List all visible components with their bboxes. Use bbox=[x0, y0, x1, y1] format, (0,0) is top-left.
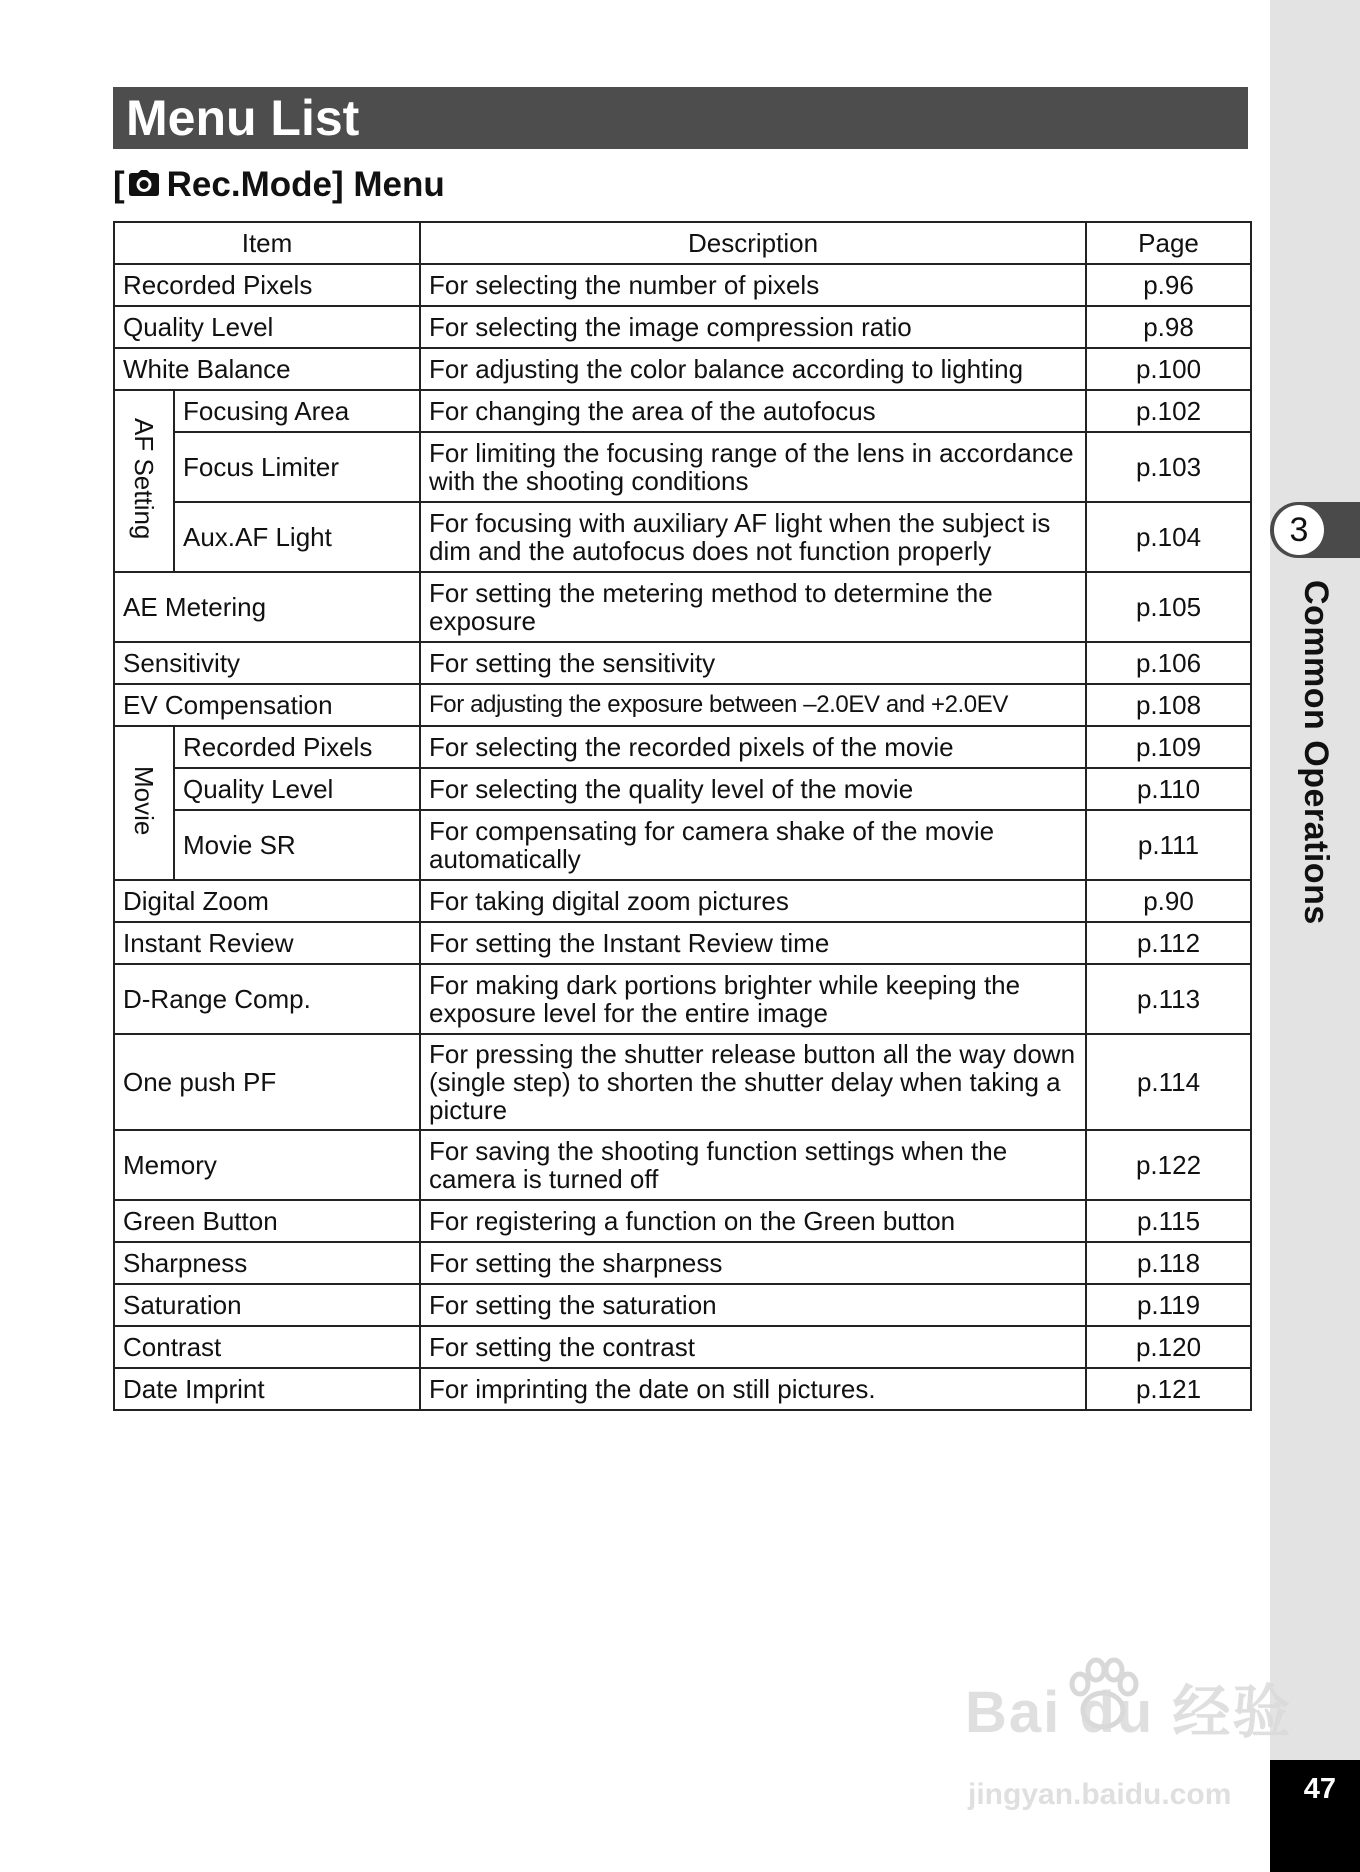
chapter-title: Common Operations bbox=[1297, 580, 1335, 925]
item-cell: Sharpness bbox=[114, 1242, 420, 1284]
table-row bbox=[114, 432, 1251, 502]
chapter-number: 3 bbox=[1274, 505, 1324, 555]
item-cell: Aux.AF Light bbox=[174, 502, 420, 572]
page-ref-cell: p.111 bbox=[1086, 810, 1251, 880]
description-cell: For changing the area of the autofocus bbox=[420, 390, 1086, 432]
table-row bbox=[114, 1130, 1251, 1200]
page-ref-cell: p.98 bbox=[1086, 306, 1251, 348]
page-ref-cell: p.115 bbox=[1086, 1200, 1251, 1242]
section-bracket: [ bbox=[113, 165, 125, 204]
description-cell: For saving the shooting function settings when the camera is turned off bbox=[420, 1130, 1086, 1200]
table-row bbox=[114, 768, 1251, 810]
item-cell: One push PF bbox=[114, 1034, 420, 1130]
table-row bbox=[114, 964, 1251, 1034]
item-cell: White Balance bbox=[114, 348, 420, 390]
page-ref-cell: p.104 bbox=[1086, 502, 1251, 572]
page-ref-cell: p.100 bbox=[1086, 348, 1251, 390]
item-cell: Contrast bbox=[114, 1326, 420, 1368]
description-cell: For adjusting the color balance according to lighting bbox=[420, 348, 1086, 390]
page-ref-cell: p.121 bbox=[1086, 1368, 1251, 1410]
item-cell: Memory bbox=[114, 1130, 420, 1200]
page-ref-cell: p.119 bbox=[1086, 1284, 1251, 1326]
table-row bbox=[114, 684, 1251, 726]
item-cell: EV Compensation bbox=[114, 684, 420, 726]
table-row bbox=[114, 1326, 1251, 1368]
table-row bbox=[114, 880, 1251, 922]
page-ref-cell: p.103 bbox=[1086, 432, 1251, 502]
page-ref-cell: p.106 bbox=[1086, 642, 1251, 684]
page-ref-cell: p.110 bbox=[1086, 768, 1251, 810]
table-row bbox=[114, 390, 1251, 432]
item-cell: Green Button bbox=[114, 1200, 420, 1242]
description-cell: For selecting the quality level of the movie bbox=[420, 768, 1086, 810]
header-description: Description bbox=[420, 222, 1086, 264]
table-header-row bbox=[114, 222, 1251, 264]
description-cell: For compensating for camera shake of the movie automatically bbox=[420, 810, 1086, 880]
table-row bbox=[114, 1368, 1251, 1410]
menu-table bbox=[113, 221, 1252, 1411]
page-ref-cell: p.90 bbox=[1086, 880, 1251, 922]
table-row bbox=[114, 726, 1251, 768]
item-cell: D-Range Comp. bbox=[114, 964, 420, 1034]
page-ref-cell: p.112 bbox=[1086, 922, 1251, 964]
page-number: 47 bbox=[1303, 1773, 1336, 1805]
table-row bbox=[114, 264, 1251, 306]
table-row bbox=[114, 306, 1251, 348]
item-cell: Instant Review bbox=[114, 922, 420, 964]
description-cell: For pressing the shutter release button all the way down (single step) to shorten the shutter delay when taking a picture bbox=[420, 1034, 1086, 1130]
page-ref-cell: p.120 bbox=[1086, 1326, 1251, 1368]
page-ref-cell: p.105 bbox=[1086, 572, 1251, 642]
watermark-text: Bai du 经验 bbox=[965, 1680, 1293, 1745]
table-row bbox=[114, 810, 1251, 880]
description-cell: For taking digital zoom pictures bbox=[420, 880, 1086, 922]
table-row bbox=[114, 502, 1251, 572]
section-title-text: Rec.Mode] Menu bbox=[166, 165, 445, 204]
description-cell: For limiting the focusing range of the lens in accordance with the shooting conditions bbox=[420, 432, 1086, 502]
item-cell: Date Imprint bbox=[114, 1368, 420, 1410]
description-cell: For selecting the number of pixels bbox=[420, 264, 1086, 306]
watermark-url: jingyan.baidu.com bbox=[968, 1778, 1232, 1811]
description-cell: For setting the metering method to determine the exposure bbox=[420, 572, 1086, 642]
item-cell: Sensitivity bbox=[114, 642, 420, 684]
page-ref-cell: p.96 bbox=[1086, 264, 1251, 306]
header-item: Item bbox=[114, 222, 420, 264]
item-cell: Movie SR bbox=[174, 810, 420, 880]
chapter-sidebar bbox=[1270, 0, 1360, 1872]
table-row bbox=[114, 1242, 1251, 1284]
table-row bbox=[114, 348, 1251, 390]
group-label-movie bbox=[114, 726, 174, 880]
page-ref-cell: p.122 bbox=[1086, 1130, 1251, 1200]
item-cell: Recorded Pixels bbox=[174, 726, 420, 768]
item-cell: Quality Level bbox=[174, 768, 420, 810]
table-row bbox=[114, 572, 1251, 642]
item-cell: Quality Level bbox=[114, 306, 420, 348]
page-ref-cell: p.108 bbox=[1086, 684, 1251, 726]
page-ref-cell: p.109 bbox=[1086, 726, 1251, 768]
description-cell: For selecting the recorded pixels of the movie bbox=[420, 726, 1086, 768]
table-row bbox=[114, 1200, 1251, 1242]
description-cell: For setting the saturation bbox=[420, 1284, 1086, 1326]
description-cell: For selecting the image compression ratio bbox=[420, 306, 1086, 348]
description-cell: For registering a function on the Green button bbox=[420, 1200, 1086, 1242]
group-label-text: Movie bbox=[129, 765, 159, 836]
item-cell: AE Metering bbox=[114, 572, 420, 642]
description-cell: For imprinting the date on still pictures. bbox=[420, 1368, 1086, 1410]
table-row bbox=[114, 1284, 1251, 1326]
item-cell: Digital Zoom bbox=[114, 880, 420, 922]
description-cell: For focusing with auxiliary AF light when the subject is dim and the autofocus does not function properly bbox=[420, 502, 1086, 572]
description-cell: For adjusting the exposure between –2.0EV and +2.0EV bbox=[420, 684, 1086, 726]
item-cell: Focus Limiter bbox=[174, 432, 420, 502]
description-cell: For setting the sharpness bbox=[420, 1242, 1086, 1284]
page-title: Menu List bbox=[126, 90, 360, 146]
description-cell: For setting the contrast bbox=[420, 1326, 1086, 1368]
item-cell: Saturation bbox=[114, 1284, 420, 1326]
group-label-text: AF Setting bbox=[129, 417, 159, 540]
table-row bbox=[114, 1034, 1251, 1130]
description-cell: For setting the sensitivity bbox=[420, 642, 1086, 684]
table-row bbox=[114, 642, 1251, 684]
section-title bbox=[113, 163, 445, 207]
description-cell: For making dark portions brighter while keeping the exposure level for the entire image bbox=[420, 964, 1086, 1034]
description-cell: For setting the Instant Review time bbox=[420, 922, 1086, 964]
page-ref-cell: p.118 bbox=[1086, 1242, 1251, 1284]
page-ref-cell: p.102 bbox=[1086, 390, 1251, 432]
camera-icon bbox=[129, 163, 159, 207]
page-ref-cell: p.114 bbox=[1086, 1034, 1251, 1130]
table-row bbox=[114, 922, 1251, 964]
header-page: Page bbox=[1086, 222, 1251, 264]
group-label-af-setting bbox=[114, 390, 174, 572]
item-cell: Recorded Pixels bbox=[114, 264, 420, 306]
page-ref-cell: p.113 bbox=[1086, 964, 1251, 1034]
item-cell: Focusing Area bbox=[174, 390, 420, 432]
